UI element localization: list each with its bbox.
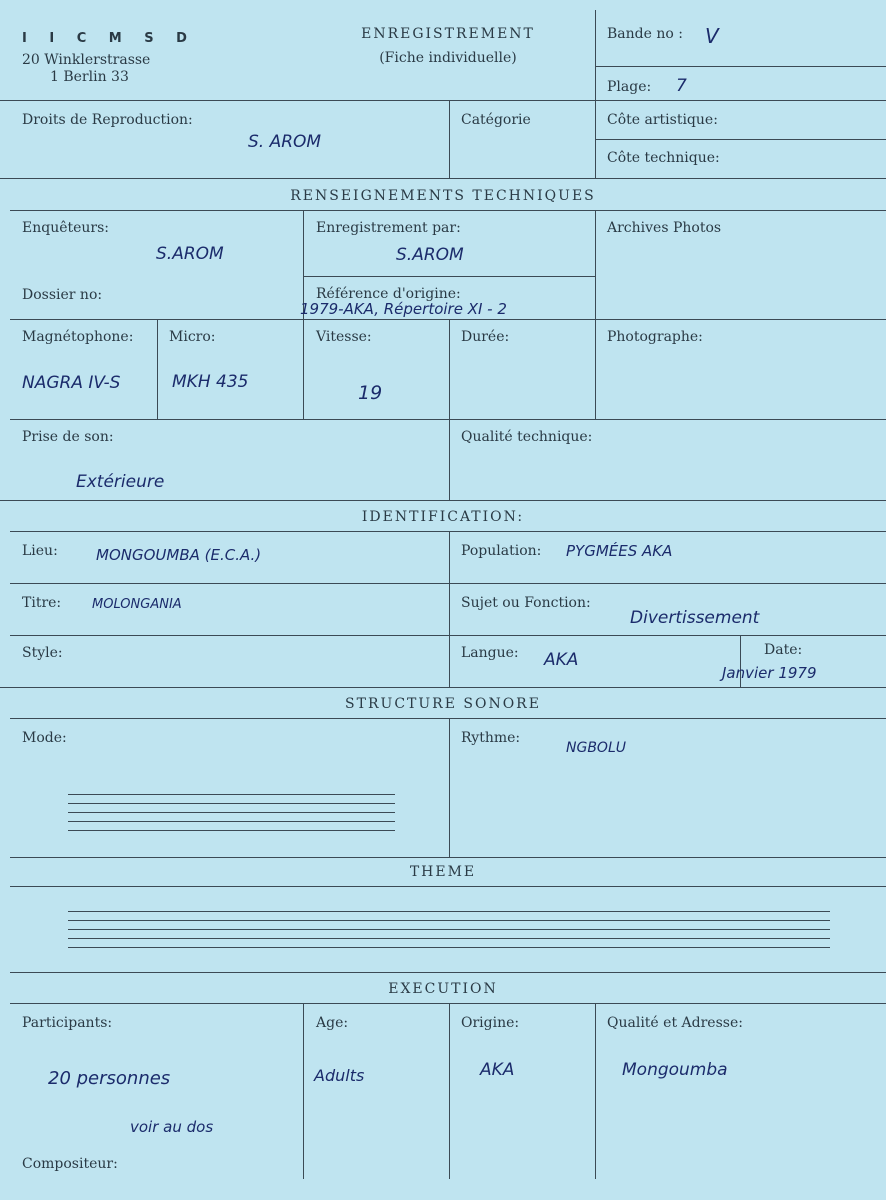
rythme-label: Rythme: — [461, 730, 521, 746]
reference-label: Référence d'origine: — [316, 286, 461, 302]
droits-value: S. AROM — [248, 132, 322, 152]
date-value: Janvier 1979 — [722, 664, 817, 682]
plage-label: Plage: — [607, 79, 652, 95]
population-value: PYGMÉES AKA — [566, 542, 673, 560]
enqueteurs-label: Enquêteurs: — [22, 220, 110, 236]
enregistrement-par-label: Enregistrement par: — [316, 220, 461, 236]
mode-label: Mode: — [22, 730, 67, 746]
staff-line — [68, 920, 830, 921]
rule — [10, 718, 886, 719]
reference-value: 1979-AKA, Répertoire XI - 2 — [300, 300, 507, 318]
rule — [449, 531, 450, 687]
categorie-label: Catégorie — [461, 112, 531, 128]
rule — [303, 276, 595, 277]
sujet-value: Divertissement — [630, 608, 760, 628]
rule — [0, 687, 886, 688]
qualite-technique-label: Qualité technique: — [461, 429, 593, 445]
bande-value: V — [705, 24, 719, 48]
participants-label: Participants: — [22, 1015, 113, 1031]
cote-technique-label: Côte technique: — [607, 150, 720, 166]
style-label: Style: — [22, 645, 63, 661]
form-subtitle: (Fiche individuelle) — [379, 50, 517, 66]
form-title: ENREGISTREMENT — [361, 26, 535, 42]
section-identification-title: IDENTIFICATION: — [361, 509, 525, 525]
rule — [449, 319, 450, 500]
vitesse-label: Vitesse: — [316, 329, 372, 345]
rule — [10, 419, 886, 420]
rule — [10, 857, 886, 858]
rule — [10, 583, 886, 584]
rule — [10, 1003, 886, 1004]
rule — [595, 139, 886, 140]
org-name: I I C M S D — [22, 31, 196, 46]
org-address-line1: 20 Winklerstrasse — [22, 52, 151, 68]
rule — [10, 210, 886, 211]
lieu-value: MONGOUMBA (E.C.A.) — [96, 546, 262, 564]
section-structure-title: STRUCTURE SONORE — [345, 696, 541, 712]
staff-line — [68, 947, 830, 948]
magnetophone-value: NAGRA IV-S — [22, 373, 121, 393]
micro-value: MKH 435 — [172, 372, 249, 392]
origine-value: AKA — [480, 1060, 515, 1080]
age-value: Adults — [314, 1066, 365, 1085]
langue-value: AKA — [544, 650, 579, 670]
rule — [10, 972, 886, 973]
staff-line — [68, 821, 395, 822]
participants-value-2: voir au dos — [130, 1118, 214, 1136]
cote-artistique-label: Côte artistique: — [607, 112, 718, 128]
titre-label: Titre: — [22, 595, 62, 611]
rule — [449, 718, 450, 857]
enregistrement-par-value: S.AROM — [396, 245, 464, 265]
rule — [10, 319, 886, 320]
plage-value: 7 — [676, 76, 687, 96]
staff-line — [68, 803, 395, 804]
prise-de-son-label: Prise de son: — [22, 429, 114, 445]
rule — [595, 1003, 596, 1179]
prise-de-son-value: Extérieure — [76, 472, 165, 492]
titre-value: MOLONGANIA — [92, 597, 182, 612]
participants-value-1: 20 personnes — [48, 1068, 171, 1089]
rule — [10, 531, 886, 532]
duree-label: Durée: — [461, 329, 510, 345]
staff-line — [68, 911, 830, 912]
org-address-line2: 1 Berlin 33 — [50, 69, 129, 85]
rule — [449, 100, 450, 178]
rule — [449, 1003, 450, 1179]
population-label: Population: — [461, 543, 542, 559]
age-label: Age: — [316, 1015, 349, 1031]
origine-label: Origine: — [461, 1015, 520, 1031]
rule — [10, 886, 886, 887]
qualite-adresse-label: Qualité et Adresse: — [607, 1015, 743, 1031]
rule — [0, 100, 886, 101]
staff-line — [68, 794, 395, 795]
rule — [157, 319, 158, 419]
staff-line — [68, 830, 395, 831]
dossier-label: Dossier no: — [22, 287, 103, 303]
micro-label: Micro: — [169, 329, 216, 345]
staff-line — [68, 929, 830, 930]
photographe-label: Photographe: — [607, 329, 703, 345]
bande-label: Bande no : — [607, 26, 683, 42]
date-label: Date: — [764, 642, 803, 658]
staff-line — [68, 812, 395, 813]
qualite-adresse-value: Mongoumba — [622, 1060, 728, 1080]
archives-photos-label: Archives Photos — [607, 220, 722, 236]
rule — [303, 1003, 304, 1179]
enqueteurs-value: S.AROM — [156, 244, 224, 264]
langue-label: Langue: — [461, 645, 519, 661]
section-technique-title: RENSEIGNEMENTS TECHNIQUES — [290, 188, 596, 204]
rule — [595, 210, 596, 419]
vitesse-value: 19 — [358, 382, 383, 404]
magnetophone-label: Magnétophone: — [22, 329, 134, 345]
rule — [595, 66, 886, 67]
section-theme-title: THEME — [409, 864, 477, 880]
staff-line — [68, 938, 830, 939]
rule — [0, 178, 886, 179]
compositeur-label: Compositeur: — [22, 1156, 118, 1172]
droits-label: Droits de Reproduction: — [22, 112, 193, 128]
lieu-label: Lieu: — [22, 543, 58, 559]
rythme-value: NGBOLU — [566, 740, 626, 756]
rule — [0, 500, 886, 501]
sujet-label: Sujet ou Fonction: — [461, 595, 591, 611]
section-execution-title: EXECUTION — [388, 981, 498, 997]
rule — [10, 635, 886, 636]
